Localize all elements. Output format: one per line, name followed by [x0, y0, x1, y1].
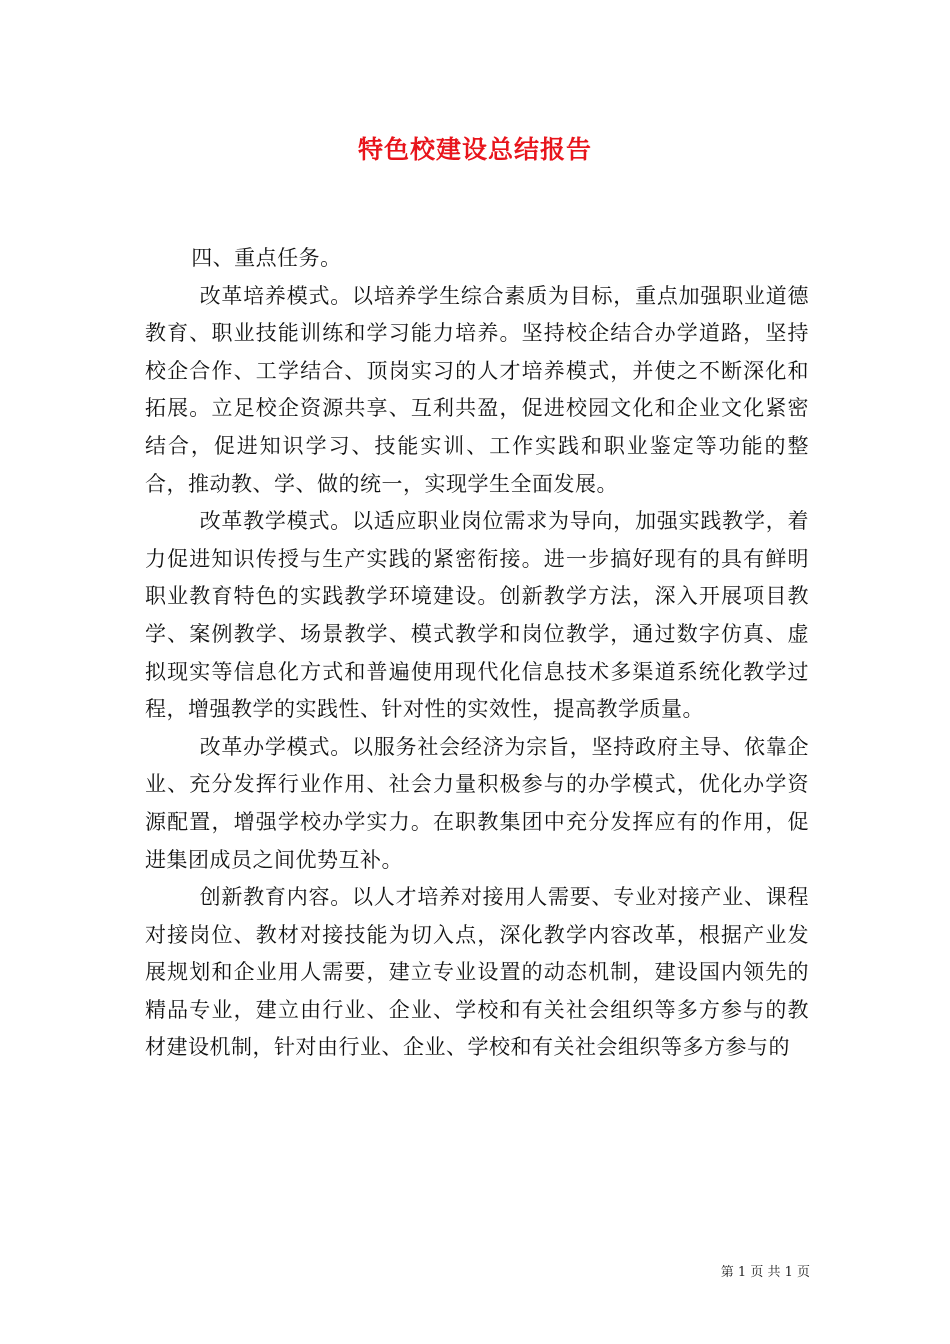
page-number: 第 1 页 共 1 页: [720, 1265, 810, 1280]
paragraph-training-model: 改革培养模式。以培养学生综合素质为目标，重点加强职业道德教育、职业技能训练和学习能力培养。坚持校企结合办学道路，坚持校企合作、工学结合、顶岗实习的人才培养模式，并使之不断深化和拓展。立足校企资源共享、互利共盈，促进校园文化和企业文化紧密结合，促进知识学习、技能实训、工作实践和职业鉴定等功能的整合，推动教、学、做的统一，实现学生全面发展。: [145, 283, 809, 496]
paragraph-school-running-model: 改革办学模式。以服务社会经济为宗旨，坚持政府主导、依靠企业、充分发挥行业作用、社会力量积极参与的办学模式，优化办学资源配置，增强学校办学实力。在职教集团中充分发挥应有的作用，促进集团成员之间优势互补。: [145, 734, 809, 872]
section-heading: 四、重点任务。: [191, 246, 342, 270]
paragraph-teaching-model: 改革教学模式。以适应职业岗位需求为导向，加强实践教学，着力促进知识传授与生产实践的紧密衔接。进一步搞好现有的具有鲜明职业教育特色的实践教学环境建设。创新教学方法，深入开展项目教学、案例教学、场景教学、模式教学和岗位教学，通过数字仿真、虚拟现实等信息化方式和普遍使用现代化信息技术多渠道系统化教学过程，增强教学的实践性、针对性的实效性，提高教学质量。: [145, 509, 809, 722]
document-title: 特色校建设总结报告: [357, 135, 592, 164]
document-body: [145, 240, 809, 1067]
paragraph-education-content: 创新教育内容。以人才培养对接用人需要、专业对接产业、课程对接岗位、教材对接技能为切入点，深化教学内容改革，根据产业发展规划和企业用人需要，建立专业设置的动态机制，建设国内领先的精品专业，建立由行业、企业、学校和有关社会组织等多方参与的教材建设机制，针对由行业、企业、学校和有关社会组织等多方参与的: [145, 885, 809, 1060]
